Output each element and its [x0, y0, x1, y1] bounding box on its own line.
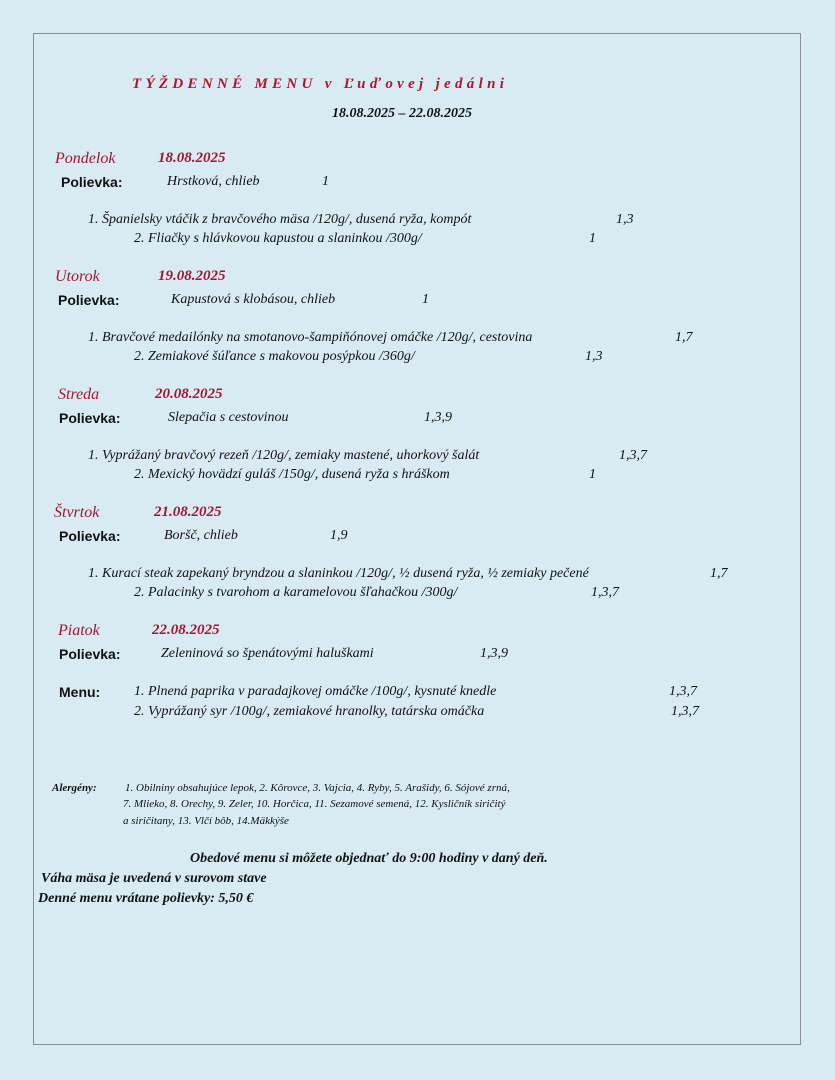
- soup-name: Boršč, chlieb: [164, 528, 238, 543]
- meal-item: 1. Bravčové medailónky na smotanovo-šampiňónovej omáčke /120g/, cestovina: [88, 330, 533, 345]
- price-note: Denné menu vrátane polievky: 5,50 €: [38, 891, 254, 906]
- meal-item: 2. Zemiakové šúľance s makovou posýpkou /360g/: [134, 349, 415, 364]
- soup-label: Polievka:: [61, 174, 123, 190]
- soup-label: Polievka:: [59, 410, 121, 426]
- day-date-monday: 18.08.2025: [158, 150, 226, 166]
- day-date-friday: 22.08.2025: [152, 622, 220, 638]
- meal-item: 1. Španielsky vtáčik z bravčového mäsa /120g/, dusená ryža, kompót: [88, 212, 472, 227]
- day-date-tuesday: 19.08.2025: [158, 268, 226, 284]
- meal-allergens: 1,3,7: [619, 448, 647, 463]
- soup-name: Hrstková, chlieb: [167, 174, 260, 189]
- meal-allergens: 1,7: [710, 566, 728, 581]
- meal-allergens: 1,3,7: [591, 585, 619, 600]
- allergens-line: 1. Obilniny obsahujúce lepok, 2. Kôrovce, 3. Vajcia, 4. Ryby, 5. Arašidy, 6. Sójové zrná,: [125, 782, 510, 794]
- meal-item: 1. Vyprážaný bravčový rezeň /120g/, zemiaky mastené, uhorkový šalát: [88, 448, 480, 463]
- day-name-thursday: Štvrtok: [54, 504, 100, 521]
- date-range: 18.08.2025 – 22.08.2025: [332, 106, 472, 121]
- menu-label: Menu:: [59, 684, 101, 700]
- soup-allergens: 1: [322, 174, 329, 189]
- meal-allergens: 1: [589, 231, 596, 246]
- soup-name: Slepačia s cestovinou: [168, 410, 289, 425]
- allergens-label: Alergény:: [52, 782, 97, 794]
- soup-name: Kapustová s klobásou, chlieb: [171, 292, 336, 307]
- meal-allergens: 1,7: [675, 330, 693, 345]
- soup-name: Zeleninová so špenátovými haluškami: [161, 646, 374, 661]
- day-date-wednesday: 20.08.2025: [155, 386, 223, 402]
- weight-note: Váha mäsa je uvedená v surovom stave: [41, 871, 267, 886]
- meal-allergens: 1,3: [585, 349, 603, 364]
- meal-allergens: 1,3,7: [669, 684, 697, 699]
- soup-allergens: 1,3,9: [480, 646, 508, 661]
- soup-allergens: 1: [422, 292, 429, 307]
- menu-title: TÝŽDENNÉ MENU v Ľuďovej jedálni: [132, 76, 509, 92]
- allergens-line: 7. Mlieko, 8. Orechy, 9. Zeler, 10. Horčica, 11. Sezamové semená, 12. Kysličník siričitý: [123, 798, 506, 810]
- meal-item: 2. Vyprážaný syr /100g/, zemiakové hranolky, tatárska omáčka: [134, 704, 485, 719]
- soup-allergens: 1,3,9: [424, 410, 452, 425]
- order-note: Obedové menu si môžete objednať do 9:00 hodiny v daný deň.: [190, 851, 548, 866]
- day-date-thursday: 21.08.2025: [154, 504, 222, 520]
- meal-item: 1. Kurací steak zapekaný bryndzou a slaninkou /120g/, ½ dusená ryža, ½ zemiaky pečené: [88, 566, 589, 581]
- meal-allergens: 1,3: [616, 212, 634, 227]
- day-name-tuesday: Utorok: [55, 268, 100, 285]
- meal-allergens: 1: [589, 467, 596, 482]
- day-name-monday: Pondelok: [55, 150, 116, 167]
- meal-item: 1. Plnená paprika v paradajkovej omáčke /100g/, kysnuté knedle: [134, 684, 497, 699]
- soup-label: Polievka:: [58, 292, 120, 308]
- allergens-line: a siričitany, 13. Vlčí bôb, 14.Mäkkýše: [123, 815, 289, 827]
- day-name-friday: Piatok: [58, 622, 100, 639]
- soup-allergens: 1,9: [330, 528, 348, 543]
- day-name-wednesday: Streda: [58, 386, 100, 403]
- meal-item: 2. Palacinky s tvarohom a karamelovou šľahačkou /300g/: [134, 585, 458, 600]
- soup-label: Polievka:: [59, 528, 121, 544]
- meal-item: 2. Mexický hovädzí guláš /150g/, dusená ryža s hráškom: [134, 467, 450, 482]
- meal-allergens: 1,3,7: [671, 704, 699, 719]
- meal-item: 2. Fliačky s hlávkovou kapustou a slaninkou /300g/: [134, 231, 422, 246]
- soup-label: Polievka:: [59, 646, 121, 662]
